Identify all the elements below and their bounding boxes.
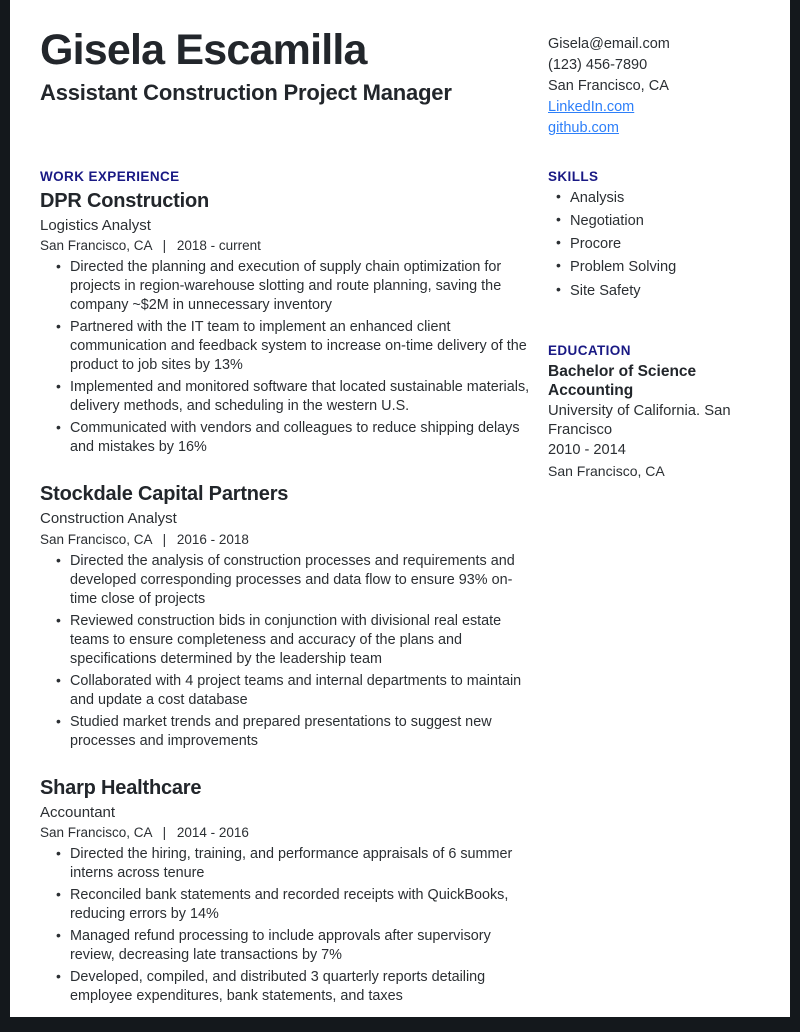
- job-dates: 2014 - 2016: [176, 824, 249, 840]
- job-dates: 2018 - current: [176, 238, 261, 254]
- section-heading-skills: SKILLS: [548, 169, 599, 185]
- job-bullet: • Studied market trends and prepared presentations to suggest new processes and improvements: [70, 713, 530, 751]
- job-dates: 2016 - 2018: [176, 531, 249, 547]
- linkedin-link[interactable]: LinkedIn.com: [548, 99, 635, 116]
- education-field: Accounting: [548, 382, 634, 400]
- candidate-headline: Assistant Construction Project Manager: [40, 80, 452, 106]
- job-bullet: • Managed refund processing to include approvals after supervisory review, decreasing late transactions by 7%: [70, 927, 530, 965]
- skill-item: • Site Safety: [570, 281, 770, 301]
- education-location: San Francisco, CA: [548, 462, 665, 479]
- job-company: DPR Construction: [40, 190, 210, 213]
- job-bullet: • Implemented and monitored software that located sustainable materials, delivery methods, and scheduling in the western U.S.: [70, 378, 530, 416]
- section-heading-work-experience: WORK EXPERIENCE: [40, 169, 180, 185]
- contact-phone: (123) 456-7890: [548, 57, 648, 74]
- job-bullet-list: [40, 552, 530, 751]
- job-location: San Francisco, CA: [40, 238, 152, 254]
- job-bullet: • Reviewed construction bids in conjunction with divisional real estate teams to ensure completeness and accuracy of the plans and specifications determined by the leadership team: [70, 612, 530, 669]
- job-bullet-list: [40, 258, 530, 457]
- resume-body-row: [40, 139, 760, 1010]
- candidate-name: Gisela Escamilla: [40, 26, 367, 74]
- header-left-column: [40, 28, 548, 107]
- education-years: 2010 - 2014: [548, 442, 626, 459]
- skill-item: • Negotiation: [570, 211, 770, 231]
- github-link[interactable]: github.com: [548, 120, 619, 137]
- job-bullet: • Developed, compiled, and distributed 3 quarterly reports detailing employee expenditures, bank statements, and taxes: [70, 968, 530, 1006]
- education-school: University of California. San Francisco: [548, 402, 731, 438]
- job-entry: [40, 188, 530, 457]
- skill-item: • Analysis: [570, 188, 770, 208]
- skill-item: • Procore: [570, 234, 770, 254]
- job-title: Accountant: [40, 803, 116, 821]
- right-sidebar: [548, 169, 770, 481]
- contact-email: Gisela@email.com: [548, 36, 670, 52]
- job-bullet: • Directed the planning and execution of supply chain optimization for projects in region-warehouse slotting and route planning, saving the company ~$2M in unnecessary inventory: [70, 258, 530, 315]
- job-title: Logistics Analyst: [40, 217, 151, 235]
- job-title: Construction Analyst: [40, 510, 177, 528]
- section-heading-education: EDUCATION: [548, 342, 631, 358]
- job-location: San Francisco, CA: [40, 531, 152, 547]
- resume-page: [10, 0, 790, 1017]
- job-bullet: • Partnered with the IT team to implement an enhanced client communication and feedback system to increase on-time delivery of the product to job sites by 13%: [70, 318, 530, 375]
- job-meta: [40, 824, 530, 843]
- job-meta: [40, 531, 530, 550]
- job-company: Stockdale Capital Partners: [40, 483, 289, 506]
- job-meta-separator: |: [162, 531, 167, 547]
- job-entry: [40, 775, 530, 1006]
- job-company: Sharp Healthcare: [40, 776, 202, 799]
- contact-block: [548, 28, 770, 139]
- job-bullet-list: [40, 845, 530, 1006]
- education-degree: Bachelor of Science: [548, 362, 697, 380]
- job-bullet: • Directed the analysis of construction processes and requirements and developed corresponding processes and data flow to ensure 93% on-time close of projects: [70, 552, 530, 609]
- job-bullet: • Communicated with vendors and colleagues to reduce shipping delays and mistakes by 16%: [70, 419, 530, 457]
- job-meta: [40, 237, 530, 256]
- contact-location: San Francisco, CA: [548, 78, 669, 95]
- job-entry: [40, 481, 530, 750]
- job-meta-separator: |: [162, 824, 167, 840]
- job-bullet: • Collaborated with 4 project teams and internal departments to maintain and update a cost database: [70, 672, 530, 710]
- skill-item: • Problem Solving: [570, 257, 770, 277]
- education-section: [548, 343, 770, 481]
- job-bullet: • Directed the hiring, training, and performance appraisals of 6 summer interns across tenure: [70, 845, 530, 883]
- resume-header-row: [40, 28, 760, 139]
- skills-list: [548, 188, 770, 301]
- education-entry: [548, 362, 770, 481]
- work-experience-section: [40, 169, 548, 1010]
- skills-section: [548, 169, 770, 301]
- job-meta-separator: |: [162, 238, 167, 254]
- job-location: San Francisco, CA: [40, 824, 152, 840]
- job-bullet: • Reconciled bank statements and recorded receipts with QuickBooks, reducing errors by 14%: [70, 886, 530, 924]
